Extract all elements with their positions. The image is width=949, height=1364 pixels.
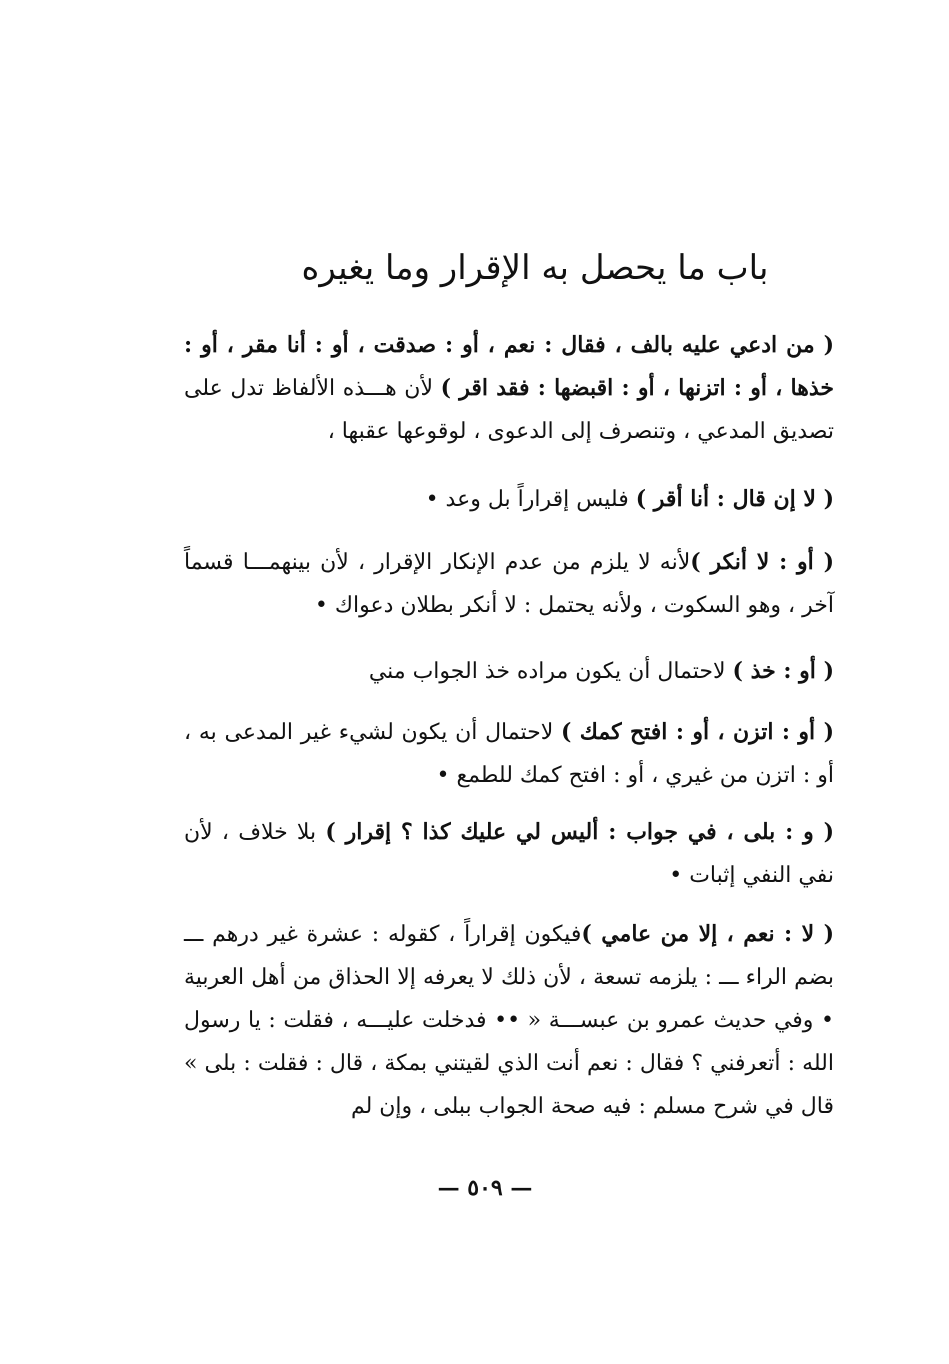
paragraph-text: فليس إقراراً بل وعد • bbox=[425, 487, 636, 512]
paragraph-acknowledgment-words bbox=[184, 324, 834, 453]
paragraph-bold-text: ( لا : نعم ، إلا من عامي ) bbox=[581, 921, 834, 947]
paragraph-la-unkir bbox=[184, 541, 834, 627]
page-number: — ٥٠٩ — bbox=[437, 1175, 533, 1201]
paragraph-bold-text: ( أو : اتزن ، أو : افتح كمك ) bbox=[561, 719, 834, 745]
paragraph-text: بلا خلاف ، لأن نفي النفي إثبات • bbox=[184, 820, 834, 888]
paragraph-text: فيكون إقراراً ، كقوله : عشرة غير درهم ـــ بضم الراء ـــ : يلزمه تسعة ، لأن ذلك لا يعرفه إلا الحذاق من أهل العربية • وفي حديث عمرو بن عبســـة « •• فدخلت عليـــه ، فقلت : يا رسول الله : أتعرفني ؟ فقال : نعم أنت الذي لقيتني بمكة ، قال : فقلت : بلى » قال في شرح مسلم : فيه صحة الجواب ببلى ، وإن لم bbox=[184, 922, 834, 1119]
paragraph-bold-text: ( و : بلى ، في جواب : أليس لي عليك كذا ؟ إقرار ) bbox=[325, 819, 834, 845]
paragraph-bold-text: ( أو : خذ ) bbox=[732, 658, 834, 684]
paragraph-text: لأن هـــذه الألفاظ تدل على تصديق المدعي ، وتنصرف إلى الدعوى ، لوقوعها عقبها ، bbox=[184, 376, 834, 444]
paragraph-bold-text: ( من ادعي عليه بالف ، فقال : نعم ، أو : صدقت ، أو : أنا مقر ، أو : خذها ، أو : اتزنها ، أو : اقبضها : فقد اقر ) bbox=[184, 332, 834, 401]
paragraph-ana-uqir bbox=[184, 478, 834, 521]
paragraph-text: لاحتمال أن يكون مراده خذ الجواب مني bbox=[368, 659, 733, 684]
paragraph-khudh bbox=[184, 650, 834, 693]
paragraph-bold-text: ( أو : لا أنكر ) bbox=[690, 549, 835, 575]
paragraph-ittazin bbox=[184, 711, 834, 797]
paragraph-naam bbox=[184, 913, 834, 1163]
chapter-title: باب ما يحصل به الإقرار وما يغيره bbox=[301, 248, 769, 288]
paragraph-text: لاحتمال أن يكون لشيء غير المدعى به ، أو : اتزن من غيري ، أو : افتح كمك للطمع • bbox=[184, 720, 834, 788]
paragraph-text: لأنه لا يلزم من عدم الإنكار الإقرار ، لأن بينهمـــا قسماً آخر ، وهو السكوت ، ولأنه يحتمل : لا أنكر بطلان دعواك • bbox=[184, 550, 834, 618]
paragraph-bala bbox=[184, 811, 834, 897]
paragraph-bold-text: ( لا إن قال : أنا أقر ) bbox=[635, 486, 834, 512]
